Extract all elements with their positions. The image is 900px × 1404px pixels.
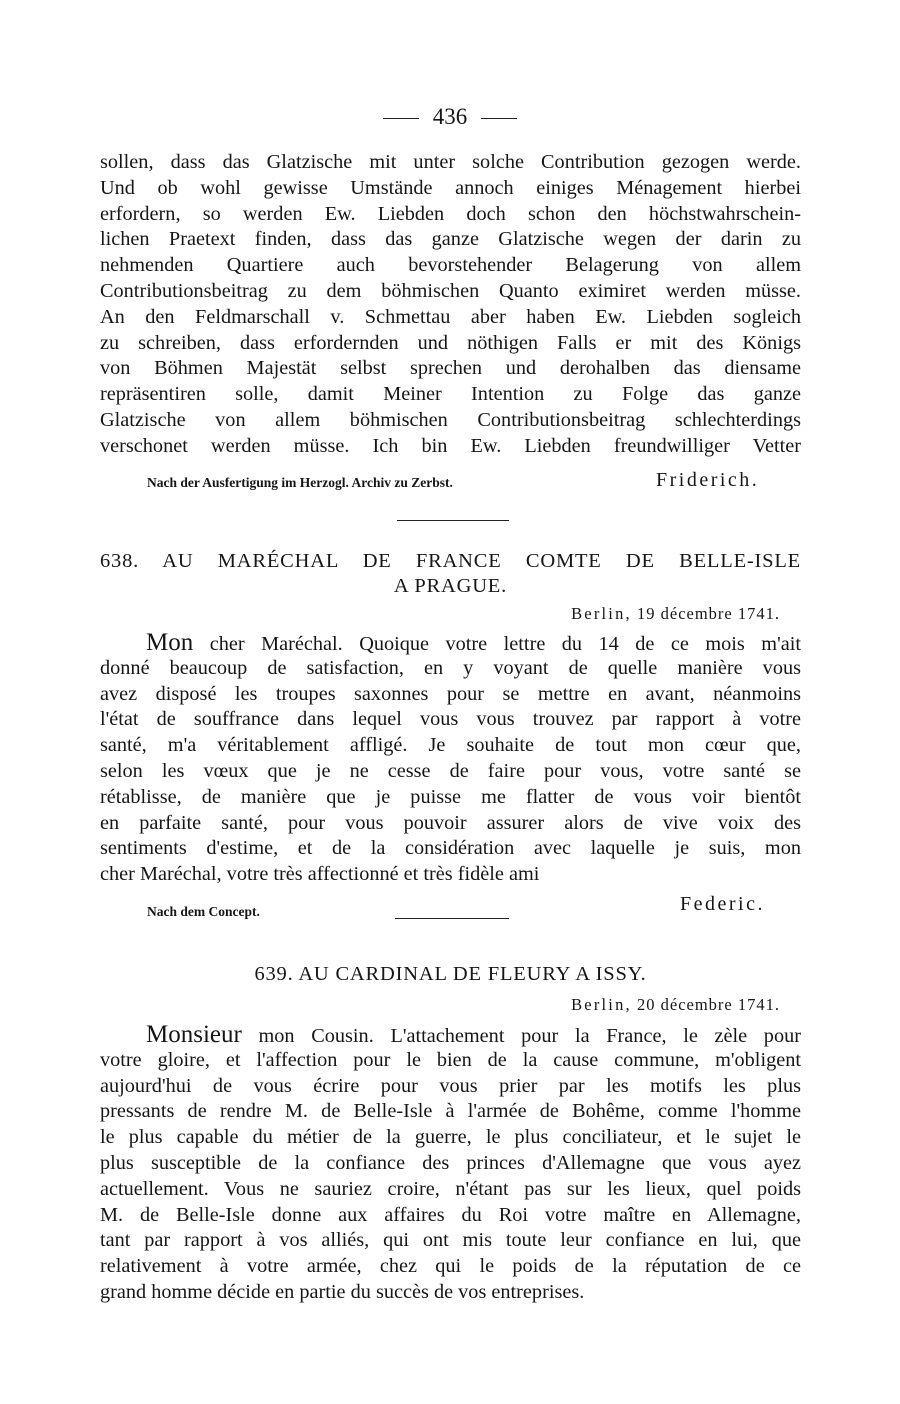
text-line: plus susceptible de la confiance des princes d'Allemagne que vous ayez [100, 1151, 801, 1174]
text-line: santé, m'a véritablement affligé. Je souhaite de tout mon cœur que, [100, 734, 801, 757]
text-line: pressants de rendre M. de Belle-Isle à l'armée de Bohême, comme l'homme [100, 1100, 801, 1123]
text-line: sollen, dass das Glatzische mit unter solche Contribution gezogen werde. [100, 151, 801, 173]
signature: Friderich. [656, 469, 760, 491]
text-line: rétablisse, de manière que je puisse me flatter de vous voir bientôt [100, 785, 801, 808]
opening-word: Mon [146, 629, 194, 656]
text-line: relativement à votre armée, chez qui le poids de la réputation de ce [100, 1255, 801, 1278]
letter-heading [100, 962, 801, 987]
text-line: Contributionsbeitrag zu dem böhmischen Quanto eximiret werden müsse. [100, 279, 801, 302]
archive-source-note: Nach dem Concept. [147, 904, 260, 919]
date-day: 20 décembre 1741. [637, 995, 780, 1014]
letter-body [100, 1022, 801, 1306]
text-line: Glatzische von allem böhmischen Contributionsbeitrag schlechterdings [100, 408, 801, 431]
continuation-text [100, 150, 801, 460]
letter-date [571, 995, 780, 1015]
text-line: tant par rapport à vos alliés, qui ont mis toute leur confiance en lui, que [100, 1229, 801, 1252]
text-line: nehmenden Quartiere auch bevorstehender Belagerung von allem [100, 254, 801, 277]
text-line [100, 1022, 801, 1048]
letter-body [100, 630, 801, 888]
text-line: avez disposé les troupes saxonnes pour se mettre en avant, néanmoins [100, 682, 801, 705]
letter-heading [100, 549, 801, 599]
page-header [0, 104, 900, 130]
header-dash-right [481, 118, 517, 119]
first-line-text: cher Maréchal. Quoique votre lettre du 14 de ce mois m'ait [209, 633, 801, 655]
text-line: repräsentiren solle, damit Meiner Intention zu Folge das ganze [100, 383, 801, 406]
text-line: le plus capable du métier de la guerre, le plus conciliateur, et le sujet le [100, 1126, 801, 1149]
text-line: erfordern, so werden Ew. Liebden doch schon den höchstwahrschein- [100, 202, 801, 225]
letter-heading-line: A PRAGUE. [393, 575, 508, 597]
letter-date [571, 604, 780, 624]
text-line: lichen Praetext finden, dass das ganze Glatzische wegen der darin zu [100, 228, 801, 251]
text-line: cher Maréchal, votre très affectionné et très fidèle ami [100, 863, 540, 886]
text-line [100, 630, 801, 656]
text-line: donné beaucoup de satisfaction, en y voyant de quelle manière vous [100, 656, 801, 679]
date-place: Berlin, [571, 604, 632, 623]
text-line: aujourd'hui de vous écrire pour vous prier par les motifs les plus [100, 1074, 801, 1097]
text-line: verschonet werden müsse. Ich bin Ew. Liebden freundwilliger Vetter [100, 434, 801, 457]
archive-source-note: Nach der Ausfertigung im Herzogl. Archiv zu Zerbst. [147, 475, 453, 490]
page-number: 436 [432, 104, 468, 129]
text-line: votre gloire, et l'affection pour le bien de la cause commune, m'obligent [100, 1048, 801, 1071]
letter-heading-line: 639. AU CARDINAL DE FLEURY A ISSY. [254, 963, 647, 985]
text-line: actuellement. Vous ne sauriez croire, n'étant pas sur les lieux, quel poids [100, 1177, 801, 1200]
first-line-text: mon Cousin. L'attachement pour la France, le zèle pour [258, 1025, 801, 1047]
header-dash-left [383, 118, 419, 119]
opening-word: Monsieur [146, 1021, 242, 1048]
text-line: l'état de souffrance dans lequel vous vous trouvez par rapport à votre [100, 708, 801, 731]
date-place: Berlin, [571, 995, 632, 1014]
text-line: M. de Belle-Isle donne aux affaires du Roi votre maître en Allemagne, [100, 1203, 801, 1226]
text-line: von Böhmen Majestät selbst sprechen und derohalben das diensame [100, 357, 801, 380]
text-line: zu schreiben, dass erfordernden und nöthigen Falls er mit des Königs [100, 331, 801, 354]
letter-heading-line: 638. AU MARÉCHAL DE FRANCE COMTE DE BELLE-ISLE [100, 550, 801, 572]
section-divider [395, 918, 509, 919]
text-line: selon les vœux que je ne cesse de faire pour vous, votre santé se [100, 759, 801, 782]
section-divider [397, 520, 509, 521]
text-line: en parfaite santé, pour vous pouvoir assurer alors de vive voix des [100, 811, 801, 834]
text-line: sentiments d'estime, et de la considération avec laquelle je suis, mon [100, 837, 801, 860]
text-line: An den Feldmarschall v. Schmettau aber haben Ew. Liebden sogleich [100, 305, 801, 328]
date-day: 19 décembre 1741. [637, 604, 780, 623]
signature: Federic. [680, 893, 765, 915]
text-line: Und ob wohl gewisse Umstände annoch einiges Ménagement hierbei [100, 176, 801, 199]
text-line: grand homme décide en partie du succès de vos entreprises. [100, 1280, 585, 1303]
